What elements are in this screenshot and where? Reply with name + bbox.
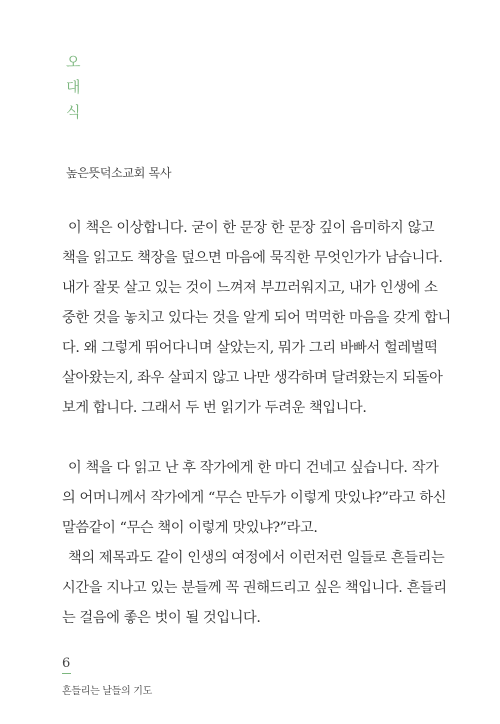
author-name [66,50,86,125]
author-name-char: 오 [66,53,81,71]
paragraph-line: 다. 왜 그렇게 뛰어다니며 살았는지, 뭐가 그리 바빠서 헐레벌떡 [62,340,438,356]
paragraph-line: 살아왔는지, 좌우 살피지 않고 나만 생각하며 달려왔는지 되돌아 [62,370,443,386]
paragraph-line: 의 어머니께서 작가에게 “무슨 만두가 이렇게 맛있냐?”라고 하신 [62,490,447,506]
paragraph-line: 내가 잘못 살고 있는 것이 느껴져 부끄러워지고, 내가 인생에 소 [62,280,438,296]
paragraph-line: 책을 읽고도 책장을 덮으면 마음에 묵직한 무엇인가가 남습니다. [62,250,443,266]
author-name-char: 식 [66,103,81,121]
paragraph-line: 책의 제목과도 같이 인생의 여정에서 이런저런 일들로 흔들리는 [68,550,445,566]
paragraph-line: 시간을 지나고 있는 분들께 꼭 권해드리고 싶은 책입니다. 흔들리 [62,580,447,596]
running-footer-title: 흔들리는 날들의 기도 [62,686,152,697]
endorsement-text [62,213,451,633]
paragraph-line: 이 책은 이상합니다. 굳이 한 문장 한 문장 깊이 음미하지 않고 [68,220,435,236]
paragraph-line: 중한 것을 놓치고 있다는 것을 알게 되어 먹먹한 마음을 갖게 합니 [62,310,451,326]
page-number-rule [62,673,71,674]
author-title: 높은뜻덕소교회 목사 [66,166,172,180]
paragraph-line: 말씀같이 “무슨 책이 이렇게 맛있냐?”라고. [62,520,318,536]
page-number: 6 [62,656,71,671]
paragraph-line: 이 책을 다 읽고 난 후 작가에게 한 마디 건네고 싶습니다. 작가 [68,460,439,476]
paragraph-line: 는 걸음에 좋은 벗이 될 것입니다. [62,610,261,626]
author-name-char: 대 [66,78,81,96]
paragraph-line: 보게 합니다. 그래서 두 번 읽기가 두려운 책입니다. [62,400,367,416]
